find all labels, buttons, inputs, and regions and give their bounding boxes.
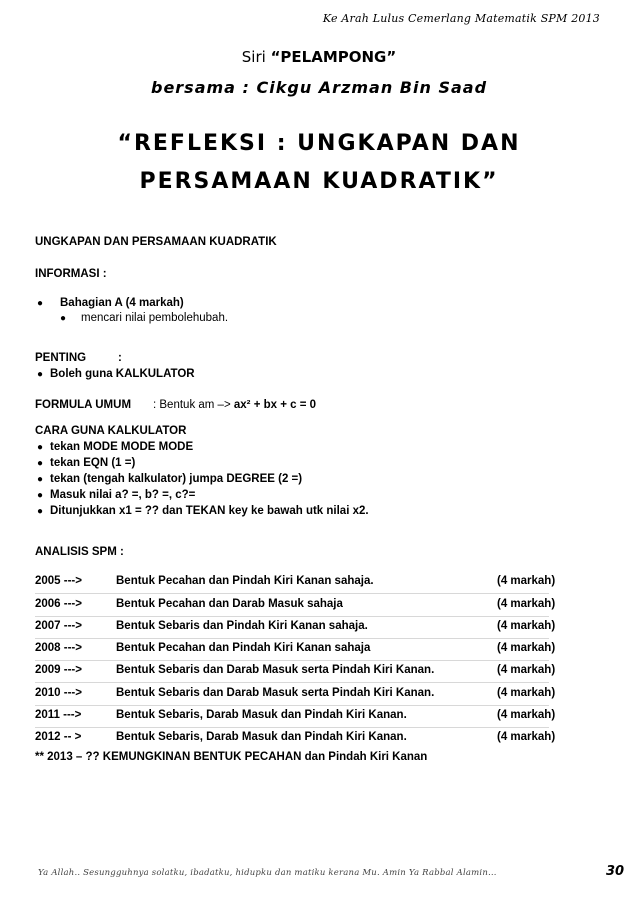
penting-colon: :	[118, 352, 122, 364]
prediction-line: ** 2013 – ?? KEMUNGKINAN BENTUK PECAHAN dan Pindah Kiri Kanan	[35, 751, 428, 763]
author-line: bersama : Cikgu Arzman Bin Saad	[150, 78, 488, 97]
bullet-icon: ●	[37, 490, 44, 501]
analisis-marks: (4 markah)	[497, 731, 556, 743]
kalkulator-step: tekan (tengah kalkulator) jumpa DEGREE (2 =)	[50, 473, 303, 485]
penting-item: Boleh guna KALKULATOR	[50, 368, 195, 380]
analisis-year: 2012 -- >	[35, 731, 82, 743]
bullet-icon: ●	[37, 474, 44, 485]
bullet-icon: ●	[37, 458, 44, 469]
series-name: “PELAMPONG”	[270, 48, 397, 66]
formula-label: FORMULA UMUM	[35, 399, 132, 411]
kalkulator-step: Masuk nilai a? =, b? =, c?=	[50, 489, 196, 501]
informasi-label: INFORMASI :	[35, 268, 107, 280]
series-title	[0, 48, 638, 66]
penting-label: PENTING	[35, 352, 87, 364]
footer-text: Ya Allah.. Sesungguhnya solatku, ibadatku, hidupku dan matiku kerana Mu. Amin Ya Rabbal Alamin…	[38, 868, 497, 878]
section-heading: UNGKAPAN DAN PERSAMAAN KUADRATIK	[35, 236, 277, 248]
analisis-year: 2006 --->	[35, 598, 82, 610]
divider	[35, 660, 549, 661]
analisis-desc: Bentuk Pecahan dan Darab Masuk sahaja	[116, 598, 343, 610]
formula-prefix: : Bentuk am –>	[153, 399, 234, 411]
analisis-marks: (4 markah)	[497, 687, 556, 699]
analisis-marks: (4 markah)	[497, 598, 556, 610]
analisis-desc: Bentuk Sebaris, Darab Masuk dan Pindah Kiri Kanan.	[116, 709, 407, 721]
informasi-item: Bahagian A (4 markah)	[60, 297, 184, 309]
analisis-year: 2011 --->	[35, 709, 82, 721]
analisis-year: 2005 --->	[35, 575, 82, 587]
kalkulator-heading: CARA GUNA KALKULATOR	[35, 425, 187, 437]
bullet-icon: ●	[37, 369, 44, 380]
formula-expression: ax² + bx + c = 0	[233, 399, 317, 411]
title-line-2: PERSAMAAN KUADRATIK”	[139, 169, 499, 194]
analisis-year: 2007 --->	[35, 620, 82, 632]
document-title	[0, 125, 638, 201]
divider	[35, 593, 549, 594]
divider	[35, 616, 549, 617]
kalkulator-step: tekan EQN (1 =)	[50, 457, 136, 469]
divider	[35, 705, 549, 706]
analisis-desc: Bentuk Sebaris dan Darab Masuk serta Pindah Kiri Kanan.	[116, 687, 435, 699]
analisis-label: ANALISIS SPM :	[35, 546, 124, 558]
divider	[35, 727, 549, 728]
page-number: 30	[606, 864, 625, 879]
analisis-marks: (4 markah)	[497, 620, 556, 632]
bullet-icon: ●	[60, 313, 67, 324]
title-line-1: “REFLEKSI : UNGKAPAN DAN	[117, 131, 521, 156]
kalkulator-step: Ditunjukkan x1 = ?? dan TEKAN key ke bawah utk nilai x2.	[50, 505, 369, 517]
analisis-marks: (4 markah)	[497, 575, 556, 587]
analisis-year: 2009 --->	[35, 664, 82, 676]
analisis-marks: (4 markah)	[497, 709, 556, 721]
analisis-year: 2010 --->	[35, 687, 82, 699]
bullet-icon: ●	[37, 298, 44, 309]
analisis-marks: (4 markah)	[497, 664, 556, 676]
analisis-desc: Bentuk Pecahan dan Pindah Kiri Kanan sahaja.	[116, 575, 374, 587]
bullet-icon: ●	[37, 506, 44, 517]
analisis-desc: Bentuk Pecahan dan Pindah Kiri Kanan sahaja	[116, 642, 371, 654]
analisis-desc: Bentuk Sebaris dan Darab Masuk serta Pindah Kiri Kanan.	[116, 664, 435, 676]
kalkulator-step: tekan MODE MODE MODE	[50, 441, 194, 453]
divider	[35, 682, 549, 683]
analisis-year: 2008 --->	[35, 642, 82, 654]
analisis-marks: (4 markah)	[497, 642, 556, 654]
analisis-desc: Bentuk Sebaris, Darab Masuk dan Pindah Kiri Kanan.	[116, 731, 407, 743]
bullet-icon: ●	[37, 442, 44, 453]
series-prefix: Siri	[241, 48, 271, 66]
running-header: Ke Arah Lulus Cemerlang Matematik SPM 2013	[322, 12, 600, 25]
divider	[35, 638, 549, 639]
analisis-desc: Bentuk Sebaris dan Pindah Kiri Kanan sahaja.	[116, 620, 368, 632]
formula-line	[153, 399, 316, 411]
informasi-subitem: mencari nilai pembolehubah.	[81, 312, 229, 324]
